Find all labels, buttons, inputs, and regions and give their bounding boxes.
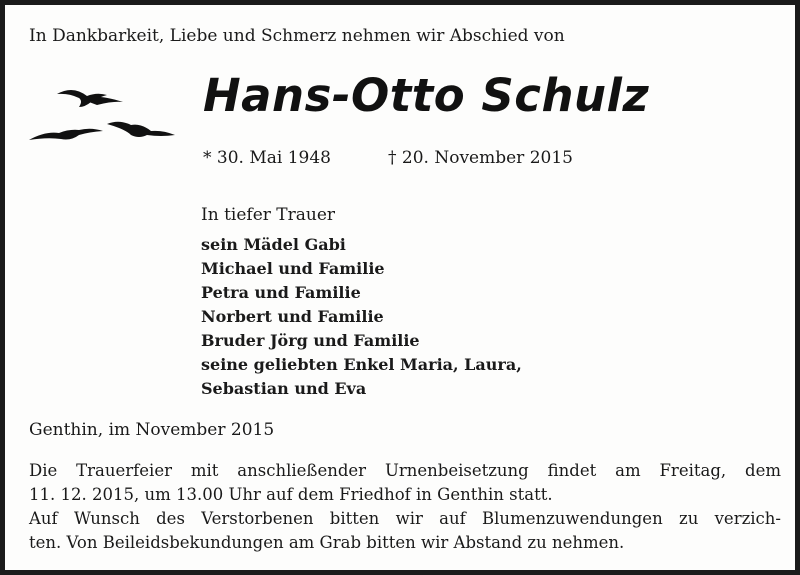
- mourner-item: Norbert und Familie: [201, 307, 384, 326]
- death-date: † 20. November 2015: [388, 148, 573, 168]
- service-line: Die Trauerfeier mit anschließender Urnenbeisetzung findet am Freitag, dem: [29, 461, 781, 480]
- mourners-list: [201, 233, 522, 401]
- mourner-item: sein Mädel Gabi: [201, 235, 346, 254]
- service-line: 11. 12. 2015, um 13.00 Uhr auf dem Friedhof in Genthin statt.: [29, 485, 553, 504]
- mourning-heading: In tiefer Trauer: [201, 205, 336, 225]
- service-line: ten. Von Beileidsbekundungen am Grab bitten wir Abstand zu nehmen.: [29, 533, 625, 552]
- mourner-item: Petra und Familie: [201, 283, 361, 302]
- service-info: [29, 459, 781, 555]
- birth-date: * 30. Mai 1948: [203, 148, 331, 168]
- place-date: Genthin, im November 2015: [29, 420, 275, 440]
- deceased-name: Hans-Otto Schulz: [203, 69, 650, 122]
- intro-text: In Dankbarkeit, Liebe und Schmerz nehmen wir Abschied von: [29, 26, 565, 46]
- mourner-item: Bruder Jörg und Familie: [201, 331, 420, 350]
- mourner-item: Michael und Familie: [201, 259, 385, 278]
- mourner-item: Sebastian und Eva: [201, 379, 367, 398]
- service-line: Auf Wunsch des Verstorbenen bitten wir auf Blumenzuwendungen zu verzich-: [29, 509, 781, 528]
- flying-birds-icon: [27, 83, 187, 153]
- mourner-item: seine geliebten Enkel Maria, Laura,: [201, 355, 522, 374]
